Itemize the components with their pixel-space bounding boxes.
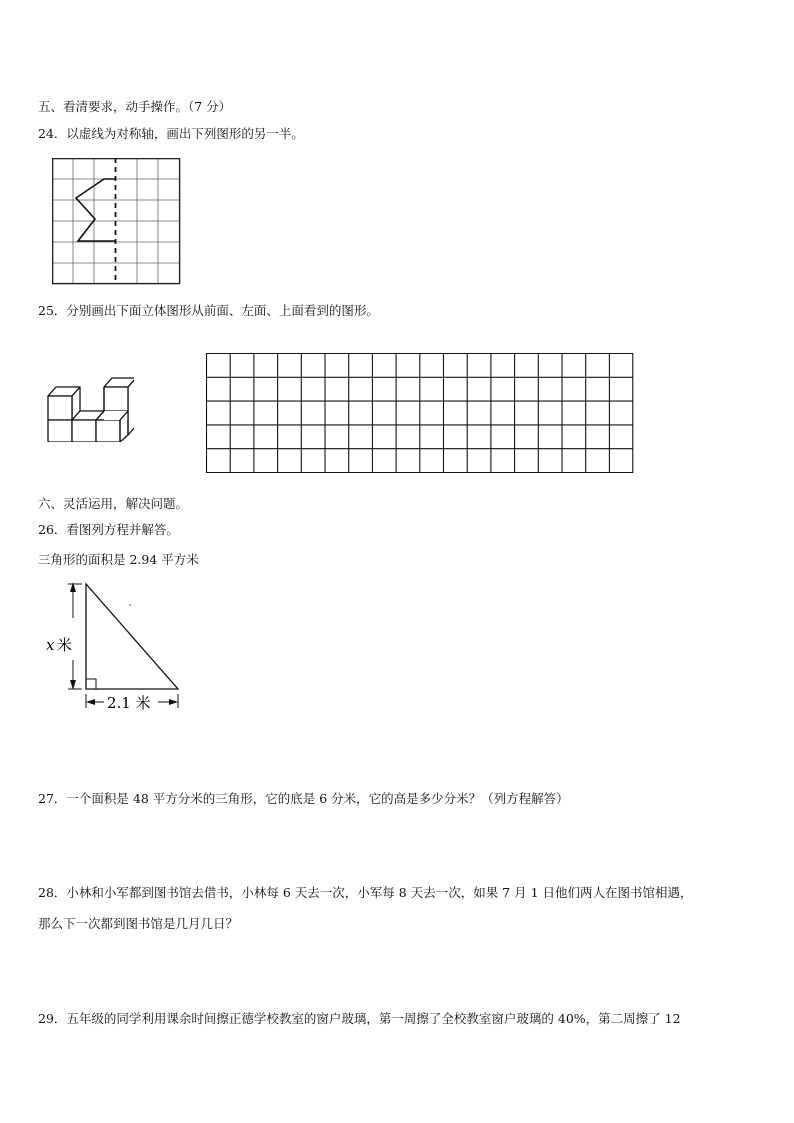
half-shape [76,179,115,241]
height-variable-label: x [46,636,55,654]
height-unit-label: 米 [57,636,73,654]
base-length-label: 2.1 米 [107,694,151,712]
question-27: 27．一个面积是 48 平方分米的三角形，它的底是 6 分米，它的高是多少分米？（列方程解答） [38,791,569,806]
section-5-heading: 五、看清要求，动手操作。（7 分） [38,99,232,114]
q26-triangle-figure [40,578,190,713]
right-triangle [86,584,178,689]
q26-area-statement: 三角形的面积是 2.94 平方米 [38,552,199,567]
section-6-heading: 六、灵活运用，解决问题。 [38,496,189,511]
question-28-line-2: 那么下一次都到图书馆是几月几日？ [38,916,239,931]
q25-cube-figure [44,374,134,442]
question-24: 24．以虚线为对称轴，画出下列图形的另一半。 [38,126,304,141]
right-angle-mark [86,679,96,689]
question-26: 26．看图列方程并解答。 [38,522,179,537]
q25-answer-grid[interactable] [206,353,634,474]
question-29: 29．五年级的同学利用课余时间擦正德学校教室的窗户玻璃，第一周擦了全校教室窗户玻璃的 40%，第二周擦了 12 [38,1011,681,1026]
question-25: 25．分别画出下面立体图形从前面、左面、上面看到的图形。 [38,303,379,318]
question-28-line-1: 28．小林和小军都到图书馆去借书，小林每 6 天去一次，小军每 8 天去一次，如果 7 月 1 日他们两人在图书馆相遇， [38,885,693,900]
q24-symmetry-grid [52,158,182,286]
